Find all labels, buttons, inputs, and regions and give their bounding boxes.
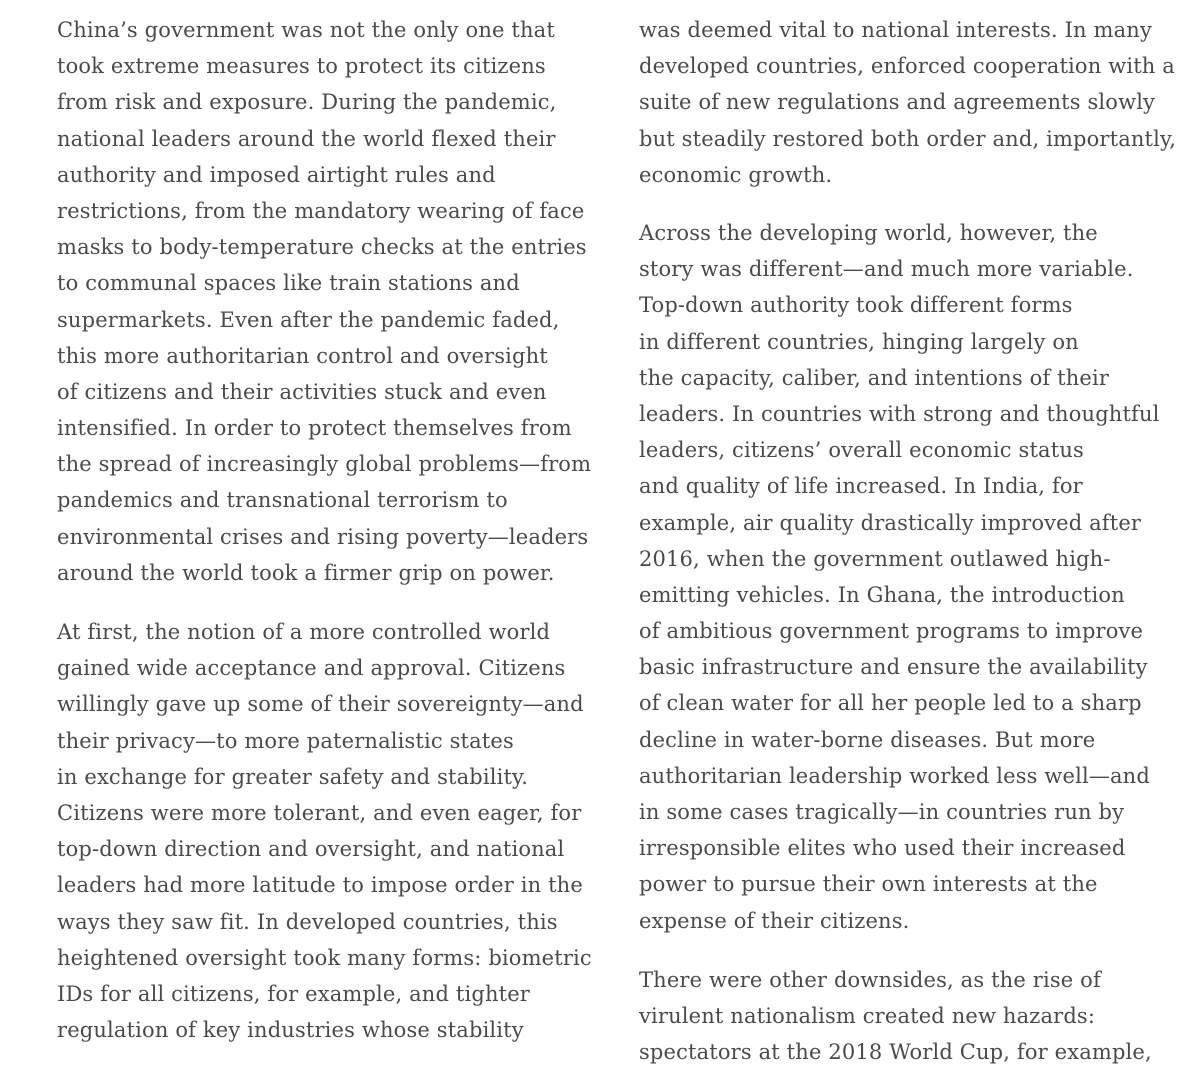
text-line: in some cases tragically—in countries run by bbox=[639, 800, 1125, 824]
text-line: but steadily restored both order and, importantly, bbox=[639, 126, 1177, 151]
paragraph bbox=[639, 215, 1160, 939]
text-line: authority and imposed airtight rules and bbox=[57, 162, 496, 187]
text-line: restrictions, from the mandatory wearing of face bbox=[57, 198, 585, 223]
text-line: China’s government was not the only one that bbox=[57, 18, 555, 42]
text-line: example, air quality drastically improved after bbox=[639, 510, 1142, 535]
text-line: from risk and exposure. During the pandemic, bbox=[57, 90, 557, 115]
text-line: pandemics and transnational terrorism to bbox=[57, 488, 508, 513]
text-line: of ambitious government programs to improve bbox=[639, 619, 1144, 644]
text-line: Top-down authority took different forms bbox=[639, 293, 1073, 318]
paragraph bbox=[639, 962, 1152, 1071]
paragraph bbox=[57, 12, 591, 591]
text-line: to communal spaces like train stations and bbox=[57, 271, 520, 296]
text-line: their privacy—to more paternalistic states bbox=[57, 728, 514, 753]
text-line: ways they saw fit. In developed countries, this bbox=[57, 909, 558, 934]
text-line: of clean water for all her people led to a sharp bbox=[639, 691, 1142, 716]
text-line: national leaders around the world flexed their bbox=[57, 126, 556, 151]
text-line: this more authoritarian control and oversight bbox=[57, 343, 548, 368]
text-line: At first, the notion of a more controlled world bbox=[57, 620, 551, 644]
text-line: leaders had more latitude to impose order in the bbox=[57, 873, 583, 898]
text-line: basic infrastructure and ensure the availability bbox=[639, 655, 1148, 680]
text-line: Citizens were more tolerant, and even eager, for bbox=[57, 800, 582, 825]
text-line: There were other downsides, as the rise of bbox=[639, 968, 1101, 992]
text-line: leaders. In countries with strong and thoughtful bbox=[639, 401, 1160, 426]
text-line: story was different—and much more variable. bbox=[639, 257, 1134, 282]
text-line: economic growth. bbox=[639, 162, 833, 187]
text-line: 2016, when the government outlawed high- bbox=[639, 546, 1111, 571]
text-line: in different countries, hinging largely on bbox=[639, 329, 1079, 354]
text-line: expense of their citizens. bbox=[639, 908, 910, 933]
paragraph bbox=[57, 614, 592, 1048]
text-line: and quality of life increased. In India, for bbox=[639, 474, 1083, 499]
text-line: decline in water-borne diseases. But more bbox=[639, 727, 1096, 752]
text-line: irresponsible elites who used their increased bbox=[639, 836, 1126, 861]
text-line: was deemed vital to national interests. In many bbox=[639, 18, 1152, 42]
text-line: emitting vehicles. In Ghana, the introduction bbox=[639, 582, 1125, 607]
text-line: masks to body-temperature checks at the entries bbox=[57, 235, 587, 260]
text-line: the capacity, caliber, and intentions of their bbox=[639, 365, 1110, 390]
text-line: took extreme measures to protect its citizens bbox=[57, 54, 546, 79]
text-line: suite of new regulations and agreements slowly bbox=[639, 90, 1156, 115]
text-line: environmental crises and rising poverty—leaders bbox=[57, 524, 589, 549]
text-line: power to pursue their own interests at the bbox=[639, 872, 1098, 897]
text-line: gained wide acceptance and approval. Citizens bbox=[57, 656, 566, 681]
paragraph bbox=[639, 12, 1176, 193]
text-line: IDs for all citizens, for example, and tighter bbox=[57, 981, 530, 1006]
text-line: leaders, citizens’ overall economic status bbox=[639, 438, 1084, 463]
text-line: heightened oversight took many forms: biometric bbox=[57, 945, 592, 970]
text-line: virulent nationalism created new hazards: bbox=[639, 1004, 1096, 1029]
text-line: of citizens and their activities stuck and even bbox=[57, 379, 547, 404]
text-line: the spread of increasingly global problems—from bbox=[57, 452, 592, 477]
text-line: regulation of key industries whose stability bbox=[57, 1018, 524, 1043]
text-line: Across the developing world, however, the bbox=[639, 221, 1098, 245]
text-line: supermarkets. Even after the pandemic faded, bbox=[57, 307, 560, 332]
text-line: in exchange for greater safety and stability. bbox=[57, 764, 529, 789]
text-line: intensified. In order to protect themselves from bbox=[57, 416, 572, 441]
text-line: around the world took a firmer grip on power. bbox=[57, 560, 555, 585]
text-line: developed countries, enforced cooperation with a bbox=[639, 54, 1175, 79]
text-line: spectators at the 2018 World Cup, for example, bbox=[639, 1040, 1152, 1065]
text-line: top-down direction and oversight, and national bbox=[57, 837, 565, 862]
text-line: authoritarian leadership worked less well—and bbox=[639, 763, 1150, 788]
text-line: willingly gave up some of their sovereignty—and bbox=[57, 692, 584, 717]
